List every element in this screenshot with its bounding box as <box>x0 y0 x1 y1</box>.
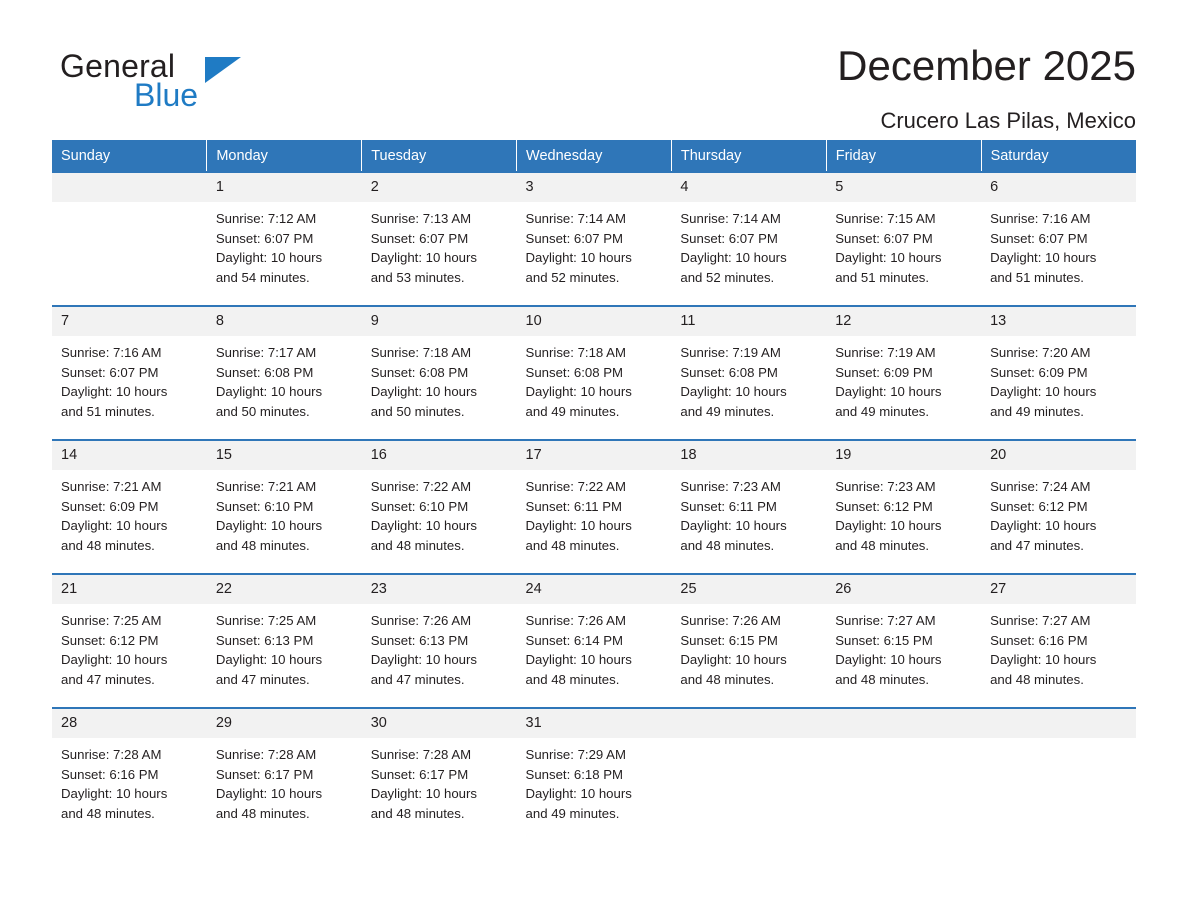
day-sunrise-text: Sunrise: 7:21 AM <box>61 479 162 494</box>
day-daylight-text: Daylight: 10 hours <box>990 384 1097 400</box>
day-sunrise-text: Sunrise: 7:17 AM <box>215 345 317 360</box>
day-sunset-text: Sunset: 6:12 PM <box>61 632 159 648</box>
day-sun-info <box>517 202 672 287</box>
day-daylight-text: Daylight: 10 hours <box>525 652 632 668</box>
calendar-day-cell <box>207 708 362 825</box>
day-daylight-cont-text: and 49 minutes. <box>525 403 620 419</box>
calendar-day-cell <box>362 172 517 289</box>
day-sunrise-text: Sunrise: 7:23 AM <box>680 479 781 494</box>
calendar-day-cell <box>517 172 672 289</box>
day-sunset-text: Sunset: 6:07 PM <box>370 230 469 246</box>
calendar-week-row <box>52 440 1136 557</box>
day-sunset-text: Sunset: 6:18 PM <box>525 766 624 782</box>
day-sunset-text: Sunset: 6:17 PM <box>215 766 314 782</box>
day-number: 13 <box>981 307 1136 336</box>
day-daylight-text: Daylight: 10 hours <box>680 652 787 668</box>
day-daylight-cont-text: and 52 minutes. <box>525 269 620 285</box>
day-sun-info <box>981 470 1136 555</box>
day-number: 15 <box>207 441 362 470</box>
weekday-header-friday: Friday <box>826 140 981 172</box>
day-daylight-cont-text: and 48 minutes. <box>61 805 155 821</box>
day-daylight-text: Daylight: 10 hours <box>370 652 477 668</box>
day-daylight-cont-text: and 47 minutes. <box>215 671 310 687</box>
day-sunset-text: Sunset: 6:07 PM <box>215 230 314 246</box>
day-sunrise-text: Sunrise: 7:22 AM <box>525 479 626 494</box>
day-sunrise-text: Sunrise: 7:25 AM <box>61 613 162 628</box>
day-sunset-text: Sunset: 6:07 PM <box>680 230 778 246</box>
calendar-day-cell <box>981 306 1136 423</box>
weekday-header-tuesday: Tuesday <box>362 140 517 172</box>
calendar-week-row <box>52 708 1136 825</box>
calendar-week-row <box>52 574 1136 691</box>
calendar-day-cell <box>826 574 981 691</box>
calendar-day-cell <box>671 574 826 691</box>
day-daylight-text: Daylight: 10 hours <box>370 786 477 802</box>
day-daylight-cont-text: and 54 minutes. <box>215 269 310 285</box>
calendar-day-cell <box>981 574 1136 691</box>
calendar-day-cell <box>671 440 826 557</box>
day-sunrise-text: Sunrise: 7:28 AM <box>61 747 162 762</box>
day-number: 29 <box>207 709 362 738</box>
day-sunrise-text: Sunrise: 7:21 AM <box>215 479 317 494</box>
day-number: 14 <box>52 441 207 470</box>
calendar-day-cell <box>362 708 517 825</box>
spacer-cell <box>52 289 1136 306</box>
day-daylight-cont-text: and 48 minutes. <box>525 671 620 687</box>
day-daylight-text: Daylight: 10 hours <box>835 518 942 534</box>
day-number <box>826 709 981 738</box>
day-sunset-text: Sunset: 6:10 PM <box>215 498 314 514</box>
day-sun-info <box>52 336 207 421</box>
day-sunrise-text: Sunrise: 7:26 AM <box>370 613 472 628</box>
day-number: 4 <box>671 173 826 202</box>
calendar-week-row <box>52 172 1136 289</box>
day-daylight-cont-text: and 50 minutes. <box>370 403 465 419</box>
day-daylight-cont-text: and 49 minutes. <box>680 403 775 419</box>
day-number: 31 <box>517 709 672 738</box>
calendar-day-cell <box>826 306 981 423</box>
day-number <box>52 173 207 202</box>
calendar-week-row <box>52 306 1136 423</box>
day-sun-info <box>207 470 362 555</box>
day-daylight-text: Daylight: 10 hours <box>680 384 787 400</box>
day-sunrise-text: Sunrise: 7:28 AM <box>215 747 317 762</box>
day-sunset-text: Sunset: 6:12 PM <box>835 498 933 514</box>
day-daylight-cont-text: and 51 minutes. <box>61 403 155 419</box>
calendar-day-cell <box>826 440 981 557</box>
day-sun-info <box>517 604 672 689</box>
sun-times-calendar <box>52 140 1136 825</box>
calendar-day-cell <box>981 172 1136 289</box>
day-number: 5 <box>826 173 981 202</box>
logo-text-blue: Blue <box>134 77 199 113</box>
day-sunrise-text: Sunrise: 7:15 AM <box>835 211 936 226</box>
day-number: 9 <box>362 307 517 336</box>
day-sunset-text: Sunset: 6:07 PM <box>835 230 933 246</box>
page-title: December 2025 <box>837 42 1136 89</box>
day-daylight-text: Daylight: 10 hours <box>525 518 632 534</box>
day-sunset-text: Sunset: 6:08 PM <box>680 364 778 380</box>
day-sunrise-text: Sunrise: 7:19 AM <box>835 345 936 360</box>
calendar-day-cell-empty <box>981 708 1136 825</box>
day-sun-info <box>207 604 362 689</box>
day-sunset-text: Sunset: 6:09 PM <box>61 498 159 514</box>
day-sunset-text: Sunset: 6:17 PM <box>370 766 469 782</box>
day-number: 24 <box>517 575 672 604</box>
calendar-day-cell <box>52 440 207 557</box>
day-sun-info <box>517 738 672 823</box>
day-daylight-text: Daylight: 10 hours <box>61 384 168 400</box>
day-sunrise-text: Sunrise: 7:22 AM <box>370 479 472 494</box>
day-daylight-text: Daylight: 10 hours <box>835 652 942 668</box>
calendar-day-cell <box>52 708 207 825</box>
day-sunrise-text: Sunrise: 7:25 AM <box>215 613 317 628</box>
day-number: 27 <box>981 575 1136 604</box>
day-daylight-cont-text: and 48 minutes. <box>215 537 310 553</box>
calendar-day-cell <box>517 708 672 825</box>
day-number <box>671 709 826 738</box>
day-sunset-text: Sunset: 6:15 PM <box>835 632 933 648</box>
logo-text-general: General <box>60 48 176 84</box>
day-daylight-text: Daylight: 10 hours <box>525 384 632 400</box>
spacer-cell <box>52 557 1136 574</box>
calendar-day-cell <box>362 574 517 691</box>
day-sunset-text: Sunset: 6:12 PM <box>990 498 1088 514</box>
calendar-week-spacer <box>52 691 1136 708</box>
calendar-day-cell <box>981 440 1136 557</box>
day-number: 18 <box>671 441 826 470</box>
day-sun-info <box>826 604 981 689</box>
day-sun-info <box>52 470 207 555</box>
day-sunset-text: Sunset: 6:08 PM <box>525 364 624 380</box>
day-sun-info <box>671 604 826 689</box>
day-number: 19 <box>826 441 981 470</box>
day-number: 1 <box>207 173 362 202</box>
day-daylight-cont-text: and 49 minutes. <box>525 805 620 821</box>
day-number: 23 <box>362 575 517 604</box>
day-number: 20 <box>981 441 1136 470</box>
day-daylight-cont-text: and 48 minutes. <box>370 805 465 821</box>
day-sun-info <box>207 336 362 421</box>
day-daylight-cont-text: and 47 minutes. <box>370 671 465 687</box>
calendar-day-cell <box>207 306 362 423</box>
day-sun-info <box>362 202 517 287</box>
spacer-cell <box>52 423 1136 440</box>
weekday-header-saturday: Saturday <box>981 140 1136 172</box>
calendar-day-cell <box>207 172 362 289</box>
day-sun-info <box>671 470 826 555</box>
day-sunrise-text: Sunrise: 7:27 AM <box>990 613 1091 628</box>
day-sunrise-text: Sunrise: 7:26 AM <box>680 613 781 628</box>
day-sunset-text: Sunset: 6:11 PM <box>525 498 623 514</box>
calendar-day-cell <box>207 440 362 557</box>
calendar-day-cell <box>826 172 981 289</box>
calendar-day-cell-empty <box>671 708 826 825</box>
day-daylight-text: Daylight: 10 hours <box>680 518 787 534</box>
day-daylight-cont-text: and 52 minutes. <box>680 269 775 285</box>
day-daylight-text: Daylight: 10 hours <box>835 250 942 266</box>
calendar-day-cell <box>362 306 517 423</box>
day-sun-info <box>981 336 1136 421</box>
day-daylight-text: Daylight: 10 hours <box>990 518 1097 534</box>
day-sun-info <box>362 738 517 823</box>
day-sunset-text: Sunset: 6:16 PM <box>61 766 159 782</box>
day-sun-info <box>981 604 1136 689</box>
day-sunset-text: Sunset: 6:10 PM <box>370 498 469 514</box>
page-subtitle-location: Crucero Las Pilas, Mexico <box>880 108 1136 133</box>
day-daylight-text: Daylight: 10 hours <box>215 384 323 400</box>
weekday-header-thursday: Thursday <box>671 140 826 172</box>
day-sunset-text: Sunset: 6:14 PM <box>525 632 624 648</box>
day-number: 25 <box>671 575 826 604</box>
day-daylight-text: Daylight: 10 hours <box>990 652 1097 668</box>
weekday-header-monday: Monday <box>207 140 362 172</box>
calendar-week-spacer <box>52 423 1136 440</box>
day-sun-info <box>826 470 981 555</box>
day-sun-info <box>671 336 826 421</box>
day-daylight-cont-text: and 51 minutes. <box>990 269 1084 285</box>
day-sunset-text: Sunset: 6:15 PM <box>680 632 778 648</box>
calendar-day-cell-empty <box>826 708 981 825</box>
day-sunrise-text: Sunrise: 7:14 AM <box>525 211 626 226</box>
weekday-header-sunday: Sunday <box>52 140 207 172</box>
day-sun-info <box>362 604 517 689</box>
day-sunrise-text: Sunrise: 7:26 AM <box>525 613 626 628</box>
day-daylight-text: Daylight: 10 hours <box>370 518 477 534</box>
calendar-body <box>52 172 1136 825</box>
calendar-day-cell <box>52 574 207 691</box>
day-sunset-text: Sunset: 6:09 PM <box>835 364 933 380</box>
day-number: 8 <box>207 307 362 336</box>
general-blue-logo <box>57 48 287 114</box>
day-daylight-text: Daylight: 10 hours <box>525 250 632 266</box>
page-header <box>52 0 1136 140</box>
day-daylight-text: Daylight: 10 hours <box>61 786 168 802</box>
day-sun-info <box>207 738 362 823</box>
day-daylight-cont-text: and 48 minutes. <box>990 671 1084 687</box>
day-daylight-cont-text: and 48 minutes. <box>61 537 155 553</box>
day-sunset-text: Sunset: 6:13 PM <box>370 632 469 648</box>
day-daylight-cont-text: and 48 minutes. <box>835 537 930 553</box>
day-daylight-cont-text: and 48 minutes. <box>525 537 620 553</box>
day-sun-info <box>362 470 517 555</box>
day-sunset-text: Sunset: 6:07 PM <box>525 230 624 246</box>
day-number: 17 <box>517 441 672 470</box>
day-sunset-text: Sunset: 6:09 PM <box>990 364 1088 380</box>
day-daylight-text: Daylight: 10 hours <box>525 786 632 802</box>
calendar-day-cell-empty <box>52 172 207 289</box>
day-daylight-cont-text: and 47 minutes. <box>61 671 155 687</box>
calendar-day-cell <box>671 172 826 289</box>
day-sunrise-text: Sunrise: 7:28 AM <box>370 747 472 762</box>
calendar-day-cell <box>517 574 672 691</box>
day-number: 30 <box>362 709 517 738</box>
day-sunset-text: Sunset: 6:11 PM <box>680 498 777 514</box>
day-sun-info <box>517 336 672 421</box>
day-sunrise-text: Sunrise: 7:13 AM <box>370 211 472 226</box>
day-daylight-text: Daylight: 10 hours <box>215 250 323 266</box>
day-daylight-text: Daylight: 10 hours <box>990 250 1097 266</box>
day-number: 11 <box>671 307 826 336</box>
day-number: 12 <box>826 307 981 336</box>
day-sunset-text: Sunset: 6:16 PM <box>990 632 1088 648</box>
day-daylight-cont-text: and 48 minutes. <box>680 537 775 553</box>
day-number: 26 <box>826 575 981 604</box>
spacer-cell <box>52 691 1136 708</box>
weekday-header-wednesday: Wednesday <box>517 140 672 172</box>
day-daylight-cont-text: and 48 minutes. <box>680 671 775 687</box>
day-daylight-text: Daylight: 10 hours <box>215 652 323 668</box>
day-sun-info <box>362 336 517 421</box>
day-sunrise-text: Sunrise: 7:27 AM <box>835 613 936 628</box>
day-daylight-cont-text: and 48 minutes. <box>215 805 310 821</box>
day-daylight-cont-text: and 51 minutes. <box>835 269 930 285</box>
day-sun-info <box>826 336 981 421</box>
day-number: 2 <box>362 173 517 202</box>
day-daylight-cont-text: and 49 minutes. <box>990 403 1084 419</box>
day-daylight-cont-text: and 47 minutes. <box>990 537 1084 553</box>
day-sun-info <box>826 202 981 287</box>
day-sun-info <box>981 202 1136 287</box>
day-daylight-cont-text: and 48 minutes. <box>835 671 930 687</box>
day-sunset-text: Sunset: 6:08 PM <box>215 364 314 380</box>
weekday-header-row <box>52 140 1136 172</box>
day-daylight-text: Daylight: 10 hours <box>370 250 477 266</box>
day-sunset-text: Sunset: 6:08 PM <box>370 364 469 380</box>
day-daylight-text: Daylight: 10 hours <box>215 518 323 534</box>
day-sun-info <box>671 202 826 287</box>
day-number: 6 <box>981 173 1136 202</box>
day-number: 7 <box>52 307 207 336</box>
day-sunrise-text: Sunrise: 7:14 AM <box>680 211 781 226</box>
day-sunrise-text: Sunrise: 7:16 AM <box>990 211 1091 226</box>
calendar-day-cell <box>517 440 672 557</box>
day-sunrise-text: Sunrise: 7:18 AM <box>525 345 626 360</box>
day-sunset-text: Sunset: 6:07 PM <box>61 364 159 380</box>
day-daylight-text: Daylight: 10 hours <box>215 786 323 802</box>
day-sunrise-text: Sunrise: 7:12 AM <box>215 211 317 226</box>
day-sunset-text: Sunset: 6:13 PM <box>215 632 314 648</box>
day-number: 16 <box>362 441 517 470</box>
day-sunrise-text: Sunrise: 7:29 AM <box>525 747 626 762</box>
day-daylight-text: Daylight: 10 hours <box>61 518 168 534</box>
day-sunrise-text: Sunrise: 7:20 AM <box>990 345 1091 360</box>
logo-triangle-icon <box>205 57 241 83</box>
day-daylight-cont-text: and 50 minutes. <box>215 403 310 419</box>
day-sunrise-text: Sunrise: 7:16 AM <box>61 345 162 360</box>
calendar-day-cell <box>517 306 672 423</box>
calendar-day-cell <box>52 306 207 423</box>
day-sunset-text: Sunset: 6:07 PM <box>990 230 1088 246</box>
day-daylight-cont-text: and 49 minutes. <box>835 403 930 419</box>
day-number <box>981 709 1136 738</box>
day-sun-info <box>517 470 672 555</box>
calendar-day-cell <box>671 306 826 423</box>
day-daylight-text: Daylight: 10 hours <box>835 384 942 400</box>
day-sunrise-text: Sunrise: 7:24 AM <box>990 479 1091 494</box>
calendar-day-cell <box>207 574 362 691</box>
calendar-week-spacer <box>52 289 1136 306</box>
day-daylight-text: Daylight: 10 hours <box>680 250 787 266</box>
day-sunrise-text: Sunrise: 7:19 AM <box>680 345 781 360</box>
day-sun-info <box>52 604 207 689</box>
calendar-day-cell <box>362 440 517 557</box>
day-sunrise-text: Sunrise: 7:18 AM <box>370 345 472 360</box>
day-daylight-cont-text: and 48 minutes. <box>370 537 465 553</box>
day-daylight-text: Daylight: 10 hours <box>370 384 477 400</box>
day-daylight-cont-text: and 53 minutes. <box>370 269 465 285</box>
day-daylight-text: Daylight: 10 hours <box>61 652 168 668</box>
day-number: 10 <box>517 307 672 336</box>
calendar-week-spacer <box>52 557 1136 574</box>
day-number: 21 <box>52 575 207 604</box>
day-sunrise-text: Sunrise: 7:23 AM <box>835 479 936 494</box>
day-number: 22 <box>207 575 362 604</box>
day-sun-info <box>207 202 362 287</box>
day-number: 3 <box>517 173 672 202</box>
day-sun-info <box>52 738 207 823</box>
day-number: 28 <box>52 709 207 738</box>
